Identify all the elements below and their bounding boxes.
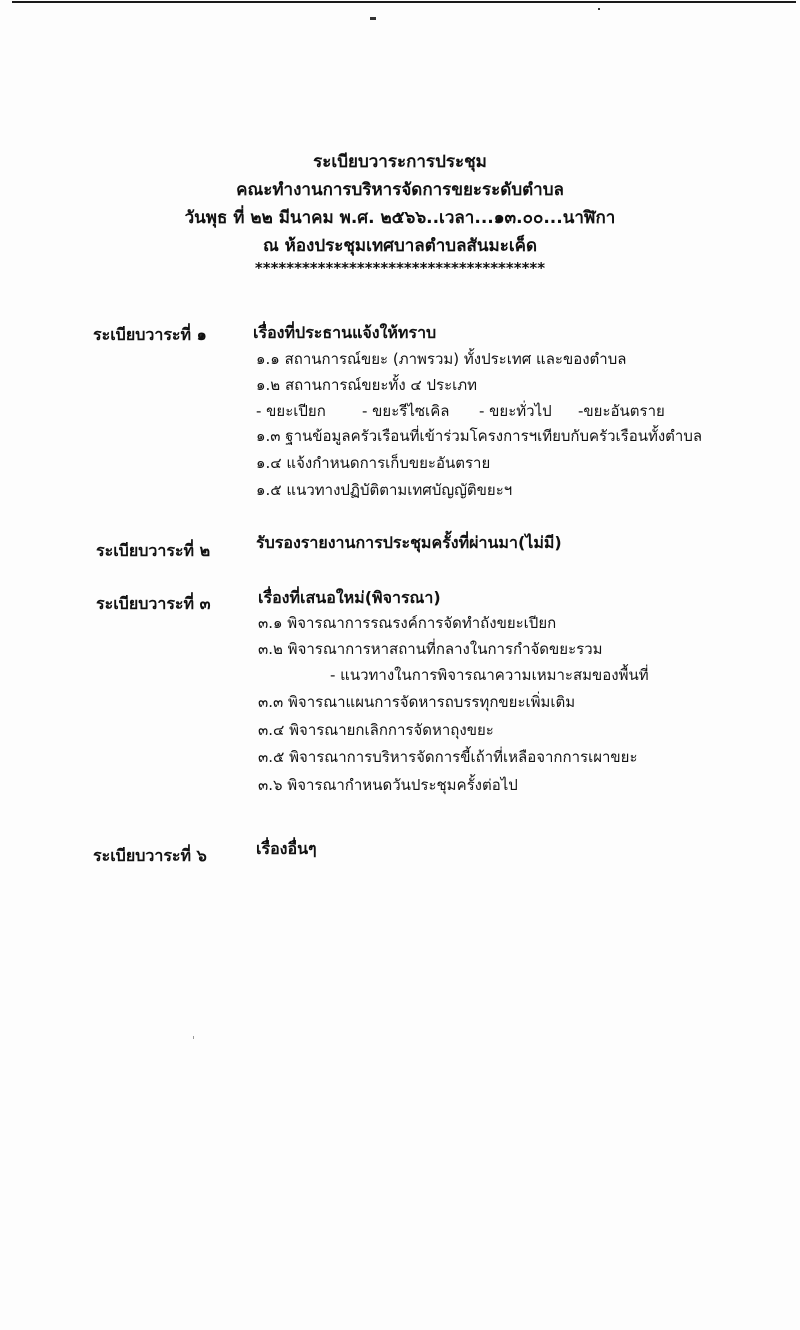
agenda-item: ๑.๔ แจ้งกำหนดการเก็บขยะอันตราย [256, 454, 491, 472]
agenda-item: ๑.๑ สถานการณ์ขยะ (ภาพรวม) ทั้งประเทศ และของตำบล [256, 350, 627, 368]
agenda-title: เรื่องที่เสนอใหม่(พิจารณา) [258, 588, 441, 607]
scan-speck [370, 17, 376, 20]
agenda-label: ระเบียบวาระที่ ๑ [93, 325, 207, 344]
waste-type: - ขยะเปียก [256, 402, 326, 420]
agenda-item: ๑.๕ แนวทางปฏิบัติตามเทศบัญญัติขยะฯ [256, 481, 513, 499]
waste-types-row [256, 399, 696, 421]
committee-name: คณะทำงานการบริหารจัดการขยะระดับตำบล [236, 180, 564, 200]
agenda-title: เรื่องอื่นๆ [256, 839, 317, 858]
waste-type: - ขยะทั่วไป [479, 402, 552, 420]
agenda-label: ระเบียบวาระที่ ๖ [93, 846, 207, 865]
meeting-datetime: วันพุธ ที่ ๒๒ มีนาคม พ.ศ. ๒๕๖๖..เวลา...๑๓.๐๐...นาฬิกา [184, 208, 616, 228]
agenda-item: ๓.๔ พิจารณายกเลิกการจัดหาถุงขยะ [258, 721, 494, 739]
agenda-title: รับรองรายงานการประชุมครั้งที่ผ่านมา(ไม่มี) [256, 533, 562, 552]
agenda-label: ระเบียบวาระที่ ๒ [96, 541, 211, 560]
agenda-item: ๑.๓ ฐานข้อมูลครัวเรือนที่เข้าร่วมโครงการฯเทียบกับครัวเรือนทั้งตำบล [256, 427, 703, 445]
document-title: ระเบียบวาระการประชุม [313, 152, 487, 172]
agenda-title: เรื่องที่ประธานแจ้งให้ทราบ [253, 323, 437, 342]
divider-stars: ************************************* [254, 259, 546, 277]
agenda-item: ๑.๒ สถานการณ์ขยะทั้ง ๔ ประเภท [256, 376, 478, 394]
agenda-label: ระเบียบวาระที่ ๓ [96, 594, 211, 613]
meeting-venue: ณ ห้องประชุมเทศบาลตำบลสันมะเค็ด [262, 236, 538, 256]
agenda-subitem: - แนวทางในการพิจารณาความเหมาะสมของพื้นที่ [330, 666, 649, 684]
scan-speck [598, 8, 600, 10]
agenda-item: ๓.๕ พิจารณาการบริหารจัดการขี้เถ้าที่เหลือจากการเผาขยะ [258, 748, 638, 766]
agenda-item: ๓.๓ พิจารณาแผนการจัดหารถบรรทุกขยะเพิ่มเติม [258, 693, 576, 711]
agenda-item: ๓.๒ พิจารณาการหาสถานที่กลางในการกำจัดขยะรวม [258, 640, 603, 658]
document-header [0, 148, 800, 276]
waste-type: -ขยะอันตราย [578, 402, 665, 420]
scan-speck [193, 1036, 194, 1039]
agenda-item: ๓.๑ พิจารณาการรณรงค์การจัดทำถังขยะเปียก [258, 614, 557, 632]
waste-type: - ขยะรีไซเคิล [362, 402, 450, 420]
agenda-item: ๓.๖ พิจารณากำหนดวันประชุมครั้งต่อไป [258, 776, 518, 794]
scan-edge-line [12, 1, 796, 3]
